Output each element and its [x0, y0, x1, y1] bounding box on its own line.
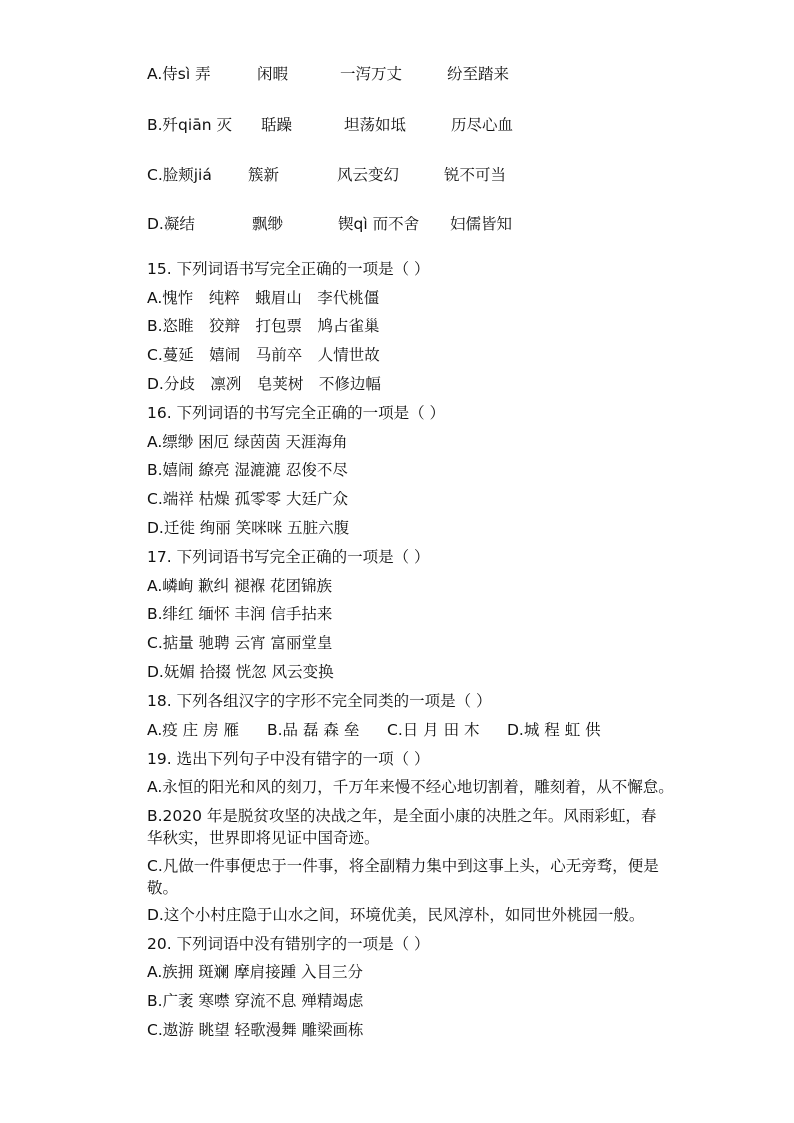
- q15-option-c: C.蔓延 嬉闹 马前卒 人情世故: [147, 346, 380, 364]
- q14-option-c-word2: 簇新: [248, 166, 280, 184]
- q14-option-d-word2: 飘缈: [252, 215, 284, 233]
- q14-option-c-word4: 锐不可当: [444, 166, 507, 184]
- q14-option-c-word3: 风云变幻: [337, 166, 400, 184]
- q15-option-b: B.恣睢 狡辩 打包票 鸠占雀巢: [147, 317, 380, 335]
- q20-option-b: B.广袤 寒噤 穿流不息 殚精竭虑: [147, 992, 364, 1010]
- q14-option-b-word3: 坦荡如坻: [344, 116, 407, 134]
- q14-option-a: [147, 63, 667, 85]
- q14-option-b-label: B.歼qiān 灭: [147, 116, 232, 134]
- q15-option-a: A.愧怍 纯粹 蛾眉山 李代桃僵: [147, 289, 380, 307]
- q16-option-c: C.端祥 枯燥 孤零零 大廷广众: [147, 490, 349, 508]
- q19-option-d: D.这个小村庄隐于山水之间，环境优美，民风淳朴，如同世外桃园一般。: [147, 906, 645, 924]
- q14-option-b-word2: 聒躁: [261, 116, 293, 134]
- q14-option-d-word3: 锲qì 而不舍: [338, 215, 420, 233]
- q14-option-a-word2: 闲暇: [257, 65, 289, 83]
- q14-option-a-word4: 纷至踏来: [447, 65, 510, 83]
- q18-option-b: B.品 磊 森 垒: [267, 721, 360, 739]
- q14-option-b: [147, 114, 667, 136]
- q17-option-b: B.绯红 缅怀 丰润 信手拈来: [147, 605, 333, 623]
- q17-option-d: D.妩媚 拾掇 恍忽 风云变换: [147, 663, 334, 681]
- q17-option-c: C.掂量 驰聘 云宵 富丽堂皇: [147, 634, 333, 652]
- q19-option-c: C.凡做一件事便忠于一件事，将全副精力集中到这事上头，心无旁骛，便是敬。: [147, 857, 659, 897]
- q18-option-c: C.日 月 田 木: [387, 721, 480, 739]
- q14-option-a-label: A.侍sì 弄: [147, 65, 211, 83]
- q16-option-d: D.迁徙 绚丽 笑咪咪 五脏六腹: [147, 519, 350, 537]
- q14-option-c-label: C.脸颊jiá: [147, 166, 212, 184]
- q16-option-b: B.嬉闹 繚亮 湿漉漉 忍俊不尽: [147, 461, 348, 479]
- q15-option-d: D.分歧 凛冽 皂荚树 不修边幅: [147, 375, 381, 393]
- q14-option-d-label: D.凝结: [147, 215, 195, 233]
- q14-option-b-word4: 历尽心血: [451, 116, 514, 134]
- q14-option-c: [147, 164, 667, 186]
- q16-stem: 16. 下列词语的书写完全正确的一项是（ ）: [147, 404, 446, 422]
- q16-option-a: A.缥缈 困厄 绿茵茵 天涯海角: [147, 433, 348, 451]
- q15-stem: 15. 下列词语书写完全正确的一项是（ ）: [147, 260, 430, 278]
- q18-option-a: A.疫 庄 房 雁: [147, 721, 240, 739]
- q19-option-a: A.永恒的阳光和风的刻刀，千万年来慢不经心地切割着，雕刻着，从不懈怠。: [147, 778, 674, 796]
- q14-option-d-word4: 妇儒皆知: [450, 215, 513, 233]
- q18-stem: 18. 下列各组汉字的字形不完全同类的一项是（ ）: [147, 692, 492, 710]
- q17-option-a: A.嶙峋 歉纠 褪褓 花团锦族: [147, 577, 333, 595]
- q19-option-b: B.2020 年是脱贫攻坚的决战之年，是全面小康的决胜之年。风雨彩虹，春华秋实，世界即将见证中国奇迹。: [147, 807, 657, 847]
- q14-option-a-word3: 一泻万丈: [340, 65, 403, 83]
- q14-option-d: [147, 213, 667, 235]
- q19-stem: 19. 选出下列句子中没有错字的一项（ ）: [147, 750, 430, 768]
- q17-stem: 17. 下列词语书写完全正确的一项是（ ）: [147, 548, 430, 566]
- q20-option-c: C.遨游 眺望 轻歌漫舞 雕梁画栋: [147, 1021, 364, 1039]
- q18-options: [147, 719, 667, 741]
- q18-option-d: D.城 程 虹 供: [507, 721, 601, 739]
- q20-stem: 20. 下列词语中没有错别字的一项是（ ）: [147, 935, 430, 953]
- q20-option-a: A.族拥 斑斓 摩肩接踵 入目三分: [147, 963, 364, 981]
